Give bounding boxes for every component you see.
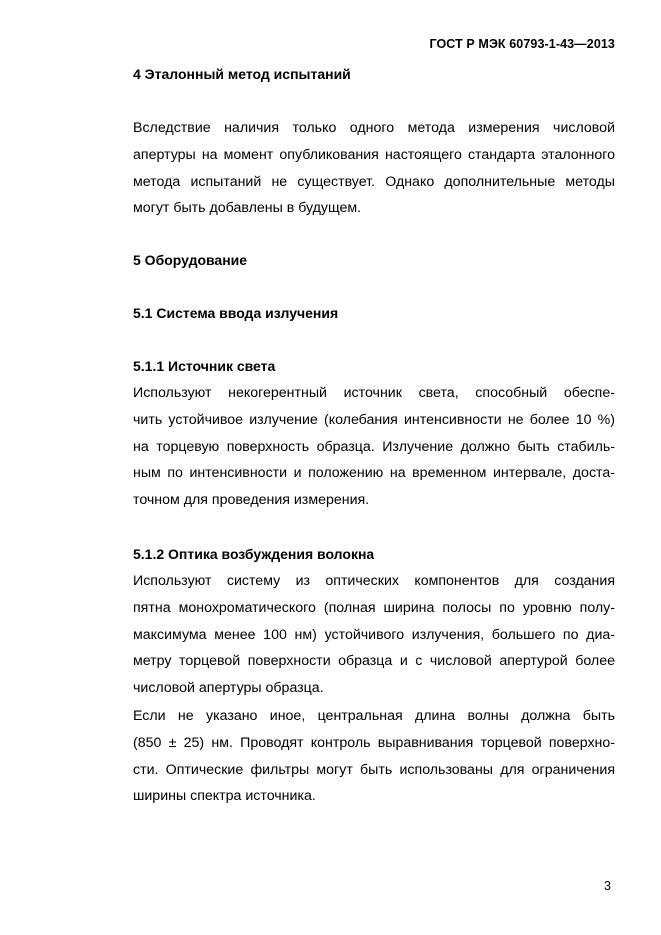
section-5-1-1-heading: 5.1.1 Источник света [133,358,276,374]
paragraph-line: Если не указано иное, центральная длина волны должна быть [133,708,615,724]
paragraph-line: точном для проведения измерения. [133,492,370,509]
section-4-heading: 4 Эталонный метод испытаний [133,66,351,82]
page-number: 3 [604,879,611,893]
paragraph-line: сти. Оптические фильтры могут быть использованы для ограничения [133,761,615,778]
section-5-1-2-paragraph-2 [96,703,615,810]
paragraph-line: на торцевую поверхность образца. Излучение должно быть стабиль- [133,438,615,455]
paragraph-line: числовой апертуры образца. [133,680,324,697]
paragraph-line: метру торцевой поверхности образца и с числовой апертурой более [133,653,615,670]
section-5-heading: 5 Оборудование [133,252,248,268]
paragraph-line: апертуры на момент опубликования настоящего стандарта эталонного [133,146,615,163]
section-4-paragraph [96,115,615,222]
section-5-1-2-paragraph-1 [96,568,615,702]
paragraph-line: (850 ± 25) нм. Проводят контроль выравнивания торцевой поверхно- [133,734,615,751]
paragraph-line: Используют некогерентный источник света, способный обеспе- [133,385,615,401]
paragraph-line: чить устойчивое излучение (колебания интенсивности не более 10 %) [133,411,615,428]
section-5-1-1-paragraph [96,380,615,514]
paragraph-line: пятна монохроматического (полная ширина полосы по уровню полу- [133,599,615,616]
paragraph-line: Вследствие наличия только одного метода измерения числовой [133,120,615,136]
paragraph-line: Используют систему из оптических компонентов для создания [133,573,615,589]
paragraph-line: могут быть добавлены в будущем. [133,200,362,217]
paragraph-line: ширины спектра источника. [133,788,316,805]
paragraph-line: максимума менее 100 нм) устойчивого излучения, большего по диа- [133,626,615,643]
page-header-standard-id: ГОСТ Р МЭК 60793-1-43—2013 [429,37,615,51]
section-5-1-2-heading: 5.1.2 Оптика возбуждения волокна [133,546,375,562]
paragraph-line: ным по интенсивности и положению на временном интервале, доста- [133,465,615,482]
section-5-1-heading: 5.1 Система ввода излучения [133,305,339,321]
paragraph-line: метода испытаний не существует. Однако дополнительные методы [133,173,615,190]
